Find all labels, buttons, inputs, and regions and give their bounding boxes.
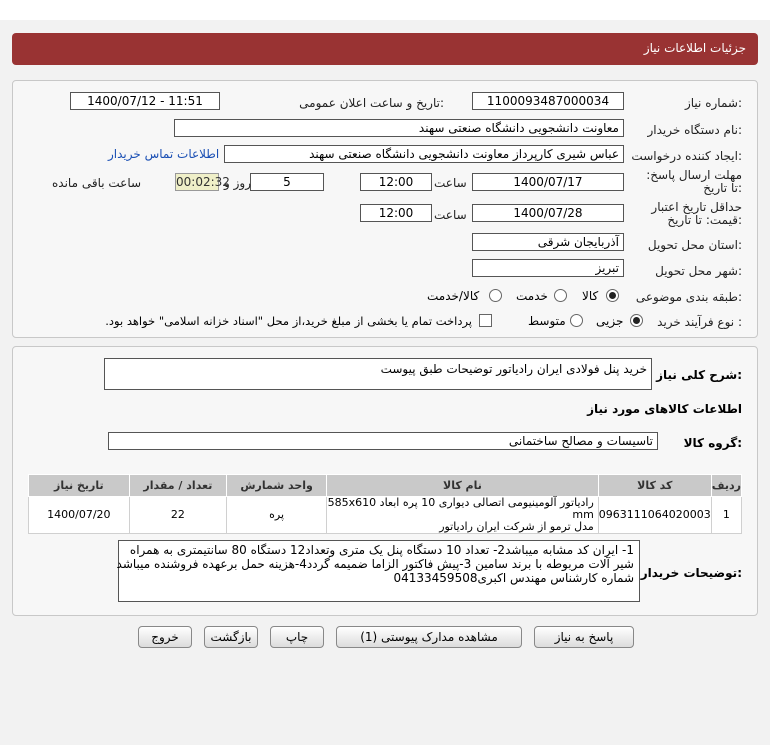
treasury-payment-checkbox[interactable] <box>479 314 492 327</box>
cell-qty: 22 <box>129 497 227 534</box>
process-radio-minor[interactable] <box>630 314 643 327</box>
col-header-row: ردیف <box>711 475 741 497</box>
cell-name <box>327 497 599 534</box>
buyer-notes-field <box>118 540 640 602</box>
buyer-org-label: نام دستگاه خریدار: <box>647 123 742 137</box>
category-option-goods: کالا <box>582 289 599 303</box>
col-header-qty: تعداد / مقدار <box>129 475 227 497</box>
buyer-notes-line-1: 1- ایران کد مشابه میباشد2- تعداد 10 دستگاه پنل یک متری وتعداد12 دستگاه 80 سانتیمتری به همراه <box>129 543 634 557</box>
need-number-label: شماره نیاز: <box>684 96 742 110</box>
price-validity-time-label: ساعت <box>434 208 467 222</box>
cell-name-line1: رادیاتور آلومینیومی اتصالی دیواری 10 پره ابعاد 585x610 mm <box>327 496 594 521</box>
category-radio-service[interactable] <box>554 289 567 302</box>
delivery-city-label: شهر محل تحویل: <box>655 264 742 278</box>
requester-field: عباس شیری کارپرداز معاونت دانشجویی دانشگاه صنعتی سهند <box>224 145 624 163</box>
remaining-time-label: ساعت باقی مانده <box>52 176 142 190</box>
category-option-service: خدمت <box>516 289 548 303</box>
reply-days-field: 5 <box>250 173 324 191</box>
process-option-minor: جزیی <box>596 314 624 328</box>
buyer-contact-link[interactable]: اطلاعات تماس خریدار <box>108 147 220 161</box>
reply-days-label: روز و <box>224 176 251 190</box>
cell-code: 0963111064020003 <box>598 497 711 534</box>
price-validity-time-field: 12:00 <box>360 204 432 222</box>
summary-field: خرید پنل فولادی ایران رادیاتور توضیحات طبق پیوست <box>104 358 652 390</box>
delivery-province-field: آذربایجان شرقی <box>472 233 624 251</box>
reply-deadline-time-field: 12:00 <box>360 173 432 191</box>
col-header-date: تاریخ نیاز <box>29 475 130 497</box>
price-validity-label: حداقل تاریخ اعتبار قیمت: تا تاریخ: <box>651 200 742 227</box>
buyer-notes-label: توضیحات خریدار: <box>640 566 742 580</box>
cell-row: 1 <box>711 497 741 534</box>
announce-datetime-field: 1400/07/12 - 11:51 <box>70 92 220 110</box>
category-radio-goods-service[interactable] <box>489 289 502 302</box>
col-header-name: نام کالا <box>327 475 599 497</box>
buyer-org-field: معاونت دانشجویی دانشگاه صنعتی سهند <box>174 119 624 137</box>
process-type-label: نوع فرآیند خرید : <box>657 315 742 329</box>
category-option-goods-service: کالا/خدمت <box>427 289 480 303</box>
back-button[interactable]: بازگشت <box>204 626 258 648</box>
print-button[interactable]: چاپ <box>270 626 324 648</box>
goods-table <box>28 474 742 534</box>
need-number-field: 1100093487000034 <box>472 92 624 110</box>
reply-deadline-time-label: ساعت <box>434 176 467 190</box>
delivery-province-label: استان محل تحویل: <box>647 238 742 252</box>
exit-button[interactable]: خروج <box>138 626 192 648</box>
announce-datetime-label: تاریخ و ساعت اعلان عمومی: <box>299 96 444 110</box>
buyer-notes-line-3: شماره کارشناس مهندس اکبری04133459508 <box>393 571 634 585</box>
reply-deadline-label: مهلت ارسال پاسخ: تا تاریخ: <box>646 168 742 195</box>
table-row <box>29 497 742 534</box>
cell-name-line2: مدل ترمو از شرکت ایران رادیاتور <box>439 520 594 533</box>
page-title: جزئیات اطلاعات نیاز <box>643 41 746 55</box>
goods-section-title: اطلاعات کالاهای مورد نیاز <box>587 402 742 416</box>
price-validity-date-field: 1400/07/28 <box>472 204 624 222</box>
treasury-payment-note: پرداخت تمام یا بخشی از مبلغ خرید،از محل "اسناد خزانه اسلامی" خواهد بود. <box>105 314 472 328</box>
reply-button[interactable]: پاسخ به نیاز <box>534 626 634 648</box>
buyer-notes-line-2: شیر آلات مربوطه با برند سامین 3-پیش فاکتور الزاما ضمیمه گردد4-هزینه حمل برعهده فروشنده میباشد <box>116 557 634 571</box>
category-label: طبقه بندی موضوعی: <box>635 290 742 304</box>
goods-group-label: گروه کالا: <box>683 436 742 450</box>
col-header-code: کد کالا <box>598 475 711 497</box>
category-radio-goods[interactable] <box>606 289 619 302</box>
page-header <box>12 33 758 65</box>
requester-label: ایجاد کننده درخواست: <box>631 149 742 163</box>
col-header-unit: واحد شمارش <box>227 475 327 497</box>
process-radio-medium[interactable] <box>570 314 583 327</box>
goods-group-field: تاسیسات و مصالح ساختمانی <box>108 432 658 450</box>
remaining-time-field: 00:02:32 <box>176 175 230 189</box>
attachments-button[interactable]: مشاهده مدارک پیوستی (1) <box>336 626 522 648</box>
summary-label: شرح کلی نیاز: <box>656 368 742 382</box>
cell-unit: پره <box>227 497 327 534</box>
cell-date: 1400/07/20 <box>29 497 130 534</box>
reply-deadline-date-field: 1400/07/17 <box>472 173 624 191</box>
process-option-medium: متوسط <box>528 314 566 328</box>
delivery-city-field: تبریز <box>472 259 624 277</box>
goods-table-header <box>29 475 742 497</box>
